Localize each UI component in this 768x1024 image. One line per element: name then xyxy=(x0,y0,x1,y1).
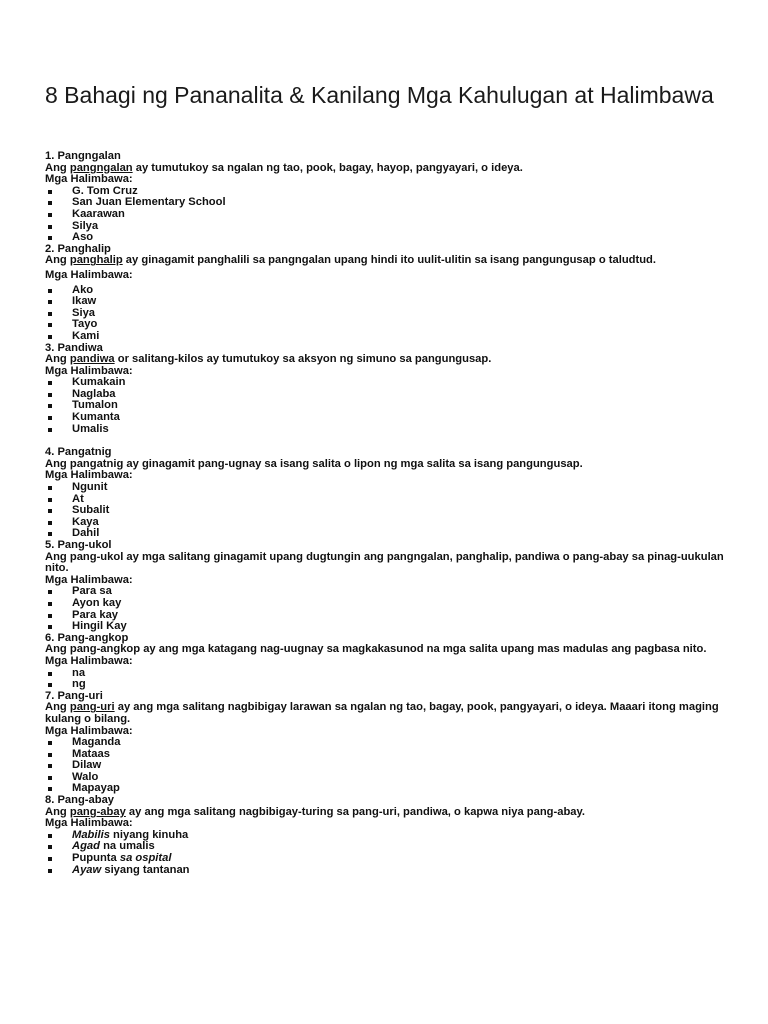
section-heading: 8. Pang-abay xyxy=(45,794,115,807)
list-item: Naglaba xyxy=(45,389,735,401)
list-item: Para sa xyxy=(45,586,735,598)
section-definition: Ang pangatnig ay ginagamit pang-ugnay sa isang salita o lipon ng mga salita sa isang pangungusap. xyxy=(45,457,583,470)
examples-label: Mga Halimbawa: xyxy=(45,654,133,667)
examples-list xyxy=(45,285,735,343)
examples-list xyxy=(45,586,735,632)
section-pandiwa xyxy=(45,343,735,436)
section-heading: 5. Pang-ukol xyxy=(45,539,112,551)
examples-list xyxy=(45,830,735,876)
defined-term: pangngalan xyxy=(69,161,133,174)
examples-list xyxy=(45,668,735,691)
examples-list xyxy=(45,482,735,540)
list-item: Pupunta sa ospital xyxy=(45,853,735,865)
section-pang-angkop xyxy=(45,633,735,691)
list-item: Ikaw xyxy=(45,296,735,308)
list-item: Dilaw xyxy=(45,760,735,772)
list-item: Kami xyxy=(45,331,735,343)
list-item: Ngunit xyxy=(45,482,735,494)
list-item: Kaya xyxy=(45,517,735,529)
list-item: Subalit xyxy=(45,505,735,517)
defined-term: pandiwa xyxy=(69,353,115,366)
section-panghalip xyxy=(45,244,735,343)
section-pangatnig xyxy=(45,447,735,540)
list-item: Dahil xyxy=(45,528,735,540)
emphasized-word: Mabilis xyxy=(72,828,110,841)
list-item: Mapayap xyxy=(45,783,735,795)
section-heading: 6. Pang-angkop xyxy=(45,631,129,644)
section-heading: 4. Pangatnig xyxy=(45,446,112,459)
section-definition: Ang pang-abay ay ang mga salitang nagbibigay-turing sa pang-uri, pandiwa, o kapwa niya pang-abay. xyxy=(45,805,585,818)
section-definition: Ang panghalip ay ginagamit panghalili sa pangngalan upang hindi ito uulit-ulitin sa isang pangungusap o taludtud. xyxy=(45,254,656,267)
section-heading: 7. Pang-uri xyxy=(45,689,103,702)
examples-label: Mga Halimbawa: xyxy=(45,573,133,586)
section-definition: Ang pandiwa or salitang-kilos ay tumutukoy sa aksyon ng simuno sa pangungusap. xyxy=(45,353,492,366)
list-item: Ayon kay xyxy=(45,598,735,610)
document-body xyxy=(45,151,735,876)
section-pang-ukol xyxy=(45,540,735,633)
examples-label: Mga Halimbawa: xyxy=(45,364,133,377)
list-item: At xyxy=(45,494,735,506)
list-item: Agad na umalis xyxy=(45,841,735,853)
section-pang-uri xyxy=(45,691,735,795)
list-item: Hingil Kay xyxy=(45,621,735,633)
section-pangngalan xyxy=(45,151,735,244)
list-item: Tayo xyxy=(45,319,735,331)
list-item: G. Tom Cruz xyxy=(45,186,735,198)
defined-term: pang-abay xyxy=(69,805,126,818)
section-definition: Ang pang-ukol ay mga salitang ginagamit upang dugtungin ang pangngalan, panghalip, pandiwa o pang-abay sa pinag-uukulan nito. xyxy=(45,550,724,575)
examples-list xyxy=(45,737,735,795)
list-item: Para kay xyxy=(45,610,735,622)
list-item: na xyxy=(45,668,735,680)
page-title: 8 Bahagi ng Pananalita & Kanilang Mga Kahulugan at Halimbawa xyxy=(45,82,714,108)
examples-label: Mga Halimbawa: xyxy=(45,268,133,281)
section-heading: 3. Pandiwa xyxy=(45,341,103,354)
examples-label: Mga Halimbawa: xyxy=(45,817,133,830)
list-item: Mabilis niyang kinuha xyxy=(45,830,735,842)
examples-label: Mga Halimbawa: xyxy=(45,173,133,186)
list-item: Tumalon xyxy=(45,400,735,412)
section-heading: 2. Panghalip xyxy=(45,242,111,255)
emphasized-word: sa ospital xyxy=(119,852,172,865)
list-item: Ayaw siyang tantanan xyxy=(45,865,735,877)
list-item: Walo xyxy=(45,772,735,784)
section-definition: Ang pang-uri ay ang mga salitang nagbibigay larawan sa ngalan ng tao, bagay, pook, pangyayari, o ideya. Maaari itong maging kulang o bilang. xyxy=(45,701,719,725)
emphasized-word: Ayaw xyxy=(72,863,102,876)
section-pang-abay xyxy=(45,795,735,876)
examples-list xyxy=(45,377,735,435)
list-item: Kumakain xyxy=(45,377,735,389)
list-item: Ako xyxy=(45,285,735,297)
defined-term: panghalip xyxy=(69,254,123,267)
list-item: Umalis xyxy=(45,424,735,436)
examples-label: Mga Halimbawa: xyxy=(45,724,133,737)
section-heading: 1. Pangngalan xyxy=(45,150,121,162)
list-item: Mataas xyxy=(45,749,735,761)
emphasized-word: Agad xyxy=(72,840,100,853)
list-item: Siya xyxy=(45,308,735,320)
section-definition: Ang pang-angkop ay ang mga katagang nag-uugnay sa magkakasunod na mga salita upang mas madulas ang pagbasa nito. xyxy=(45,643,707,656)
examples-list xyxy=(45,186,735,244)
section-definition: Ang pangngalan ay tumutukoy sa ngalan ng tao, pook, bagay, hayop, pangyayari, o ideya. xyxy=(45,161,523,174)
list-item: Kaarawan xyxy=(45,209,735,221)
list-item: Silya xyxy=(45,221,735,233)
examples-label: Mga Halimbawa: xyxy=(45,469,133,482)
list-item: Aso xyxy=(45,232,735,244)
list-item: Kumanta xyxy=(45,412,735,424)
list-item: San Juan Elementary School xyxy=(45,197,735,209)
defined-term: pang-uri xyxy=(69,701,115,714)
list-item: ng xyxy=(45,679,735,691)
list-item: Maganda xyxy=(45,737,735,749)
